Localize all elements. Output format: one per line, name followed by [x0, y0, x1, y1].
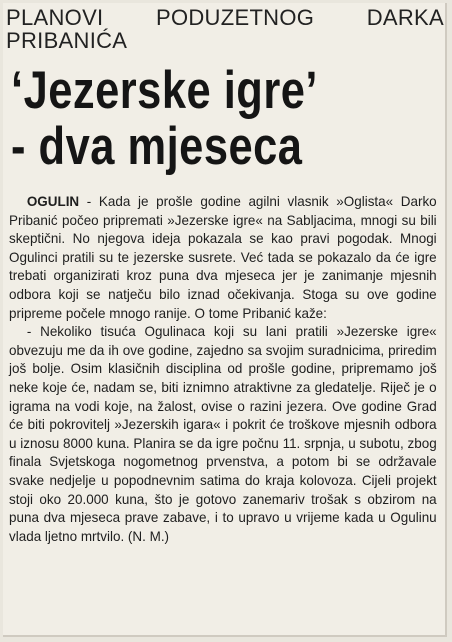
article-paragraph-2: - Nekoliko tisuća Ogulinaca koji su lani pratili »Jezerske igre« obvezuju me da ih ove godine, zajedno sa svojim suradnicima, priredim još bolje. Osim klasičnih disciplina od prošle godine, pripremamo još neke koje će, nadam se, biti iznimno atraktivne za gledatelje. Riječ je o igrama na vodi koje, na žalost, ovise o razini jezera. Ove godine Grad će biti pokrovitelj »Jezerskih igara« i pokrit će troškove mjesnih odbora u iznosu 8000 kuna. Planira se da igre počnu 11. srpnja, u subotu, zbog finala Svjetskoga nogometnog prvenstva, a potom bi se održavale svake nedjelje u popodnevnim satima do kraja kolovoza. Cijeli projekt stoji oko 20.000 kuna, što je gotovo zanemariv trošak s obzirom na puna dva mjeseca prave zabave, i to upravo u vrijeme kada u Ogulinu vlada ljetno mrtvilo. (N. M.) — [9, 324, 437, 544]
newspaper-clipping — [3, 3, 447, 637]
article-body — [9, 193, 437, 546]
article-paragraph-1 — [9, 193, 437, 323]
article-paragraph-1-text: - Kada je prošle godine agilni vlasnik »Oglista« Darko Pribanić počeo pripremati »Jezerske igre« na Sabljacima, mnogi su bili skeptični. No njegova ideja pokazala se kao pravi pogodak. Mnogi Ogulinci pratili su te jezerske susrete. Već tada se pokazalo da će igre trebati organizirati kroz puna dva mjeseca jer je zanimanje mjesnih odbora koji se natječu bilo iznad očekivanja. Stoga su ove godine pripreme počele mnogo ranije. O tome Pribanić kaže: — [9, 194, 437, 321]
article-kicker: PLANOVI PODUZETNOG DARKA PRIBANIĆA — [6, 5, 444, 53]
article-headline — [11, 63, 367, 175]
headline-line-2: - dva mjeseca — [11, 117, 303, 176]
article-dateline: OGULIN — [26, 194, 80, 209]
headline-line-1: ‘Jezerske igre’ — [11, 61, 318, 120]
